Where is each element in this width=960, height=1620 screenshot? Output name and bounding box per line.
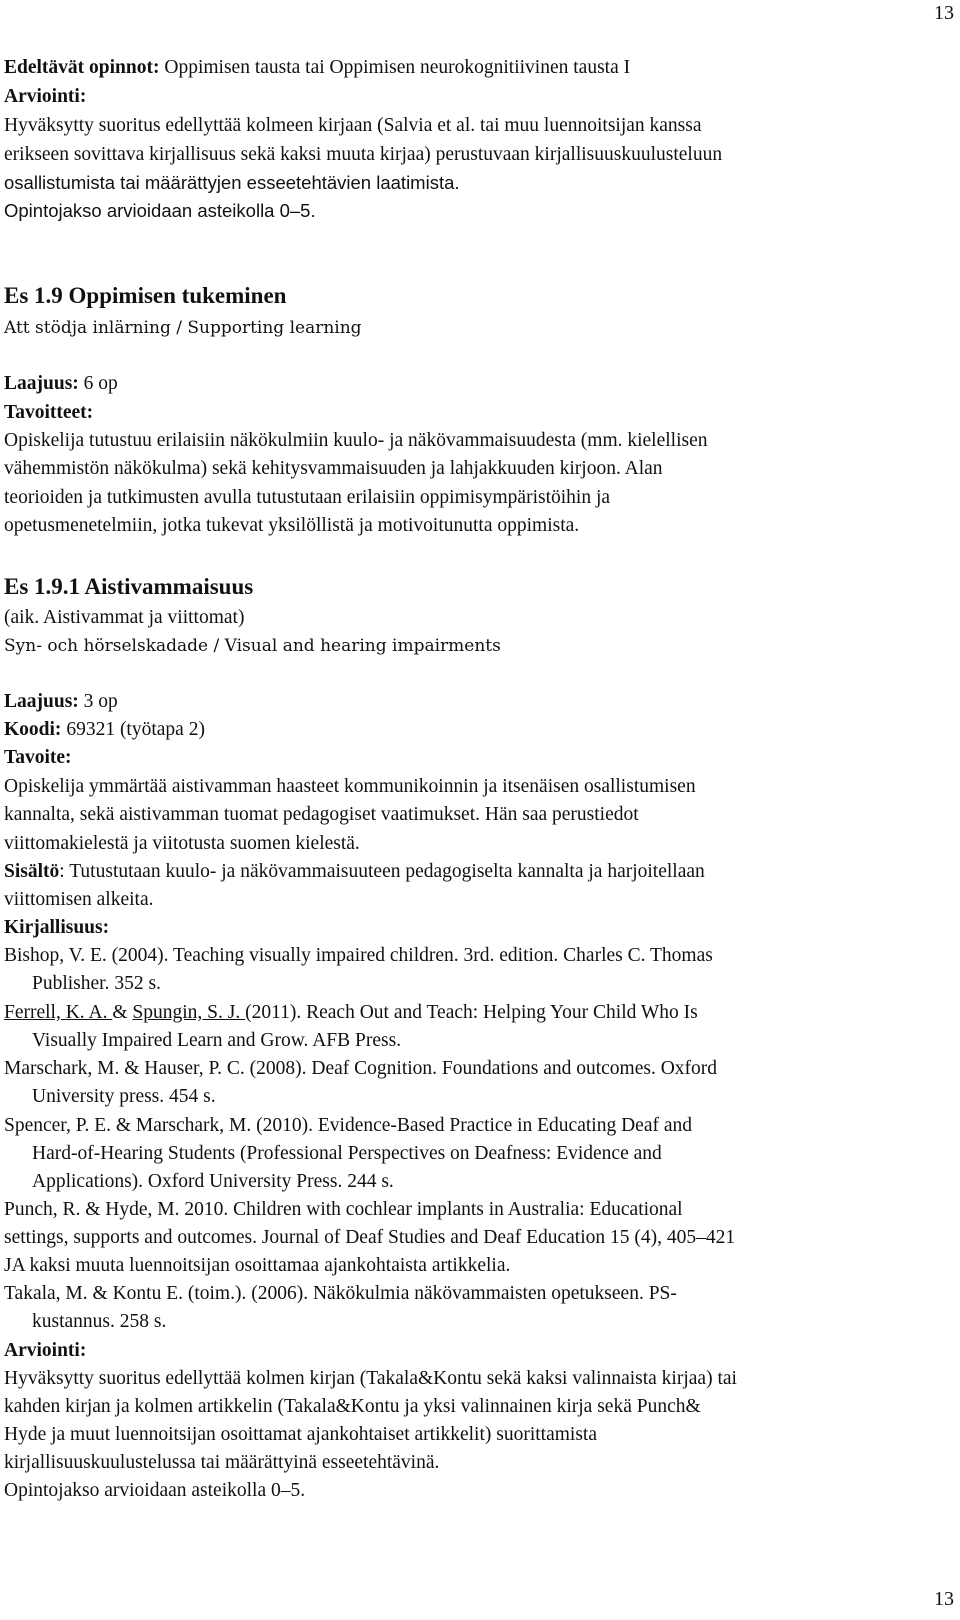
code-label: Koodi: [4,719,62,740]
assessment-text-line: Hyväksytty suoritus edellyttää kolmen kirjan (Takala&Kontu sekä kaksi valinnaista kirjaa) tai [4,1368,737,1389]
reference-bishop-cont: Publisher. 352 s. [32,973,161,994]
grading-scale-line: Opintojakso arvioidaan asteikolla 0–5. [4,1480,306,1501]
reference-spencer-cont: Hard-of-Hearing Students (Professional Perspectives on Deafness: Evidence and [32,1143,662,1164]
assessment-text-line: kahden kirjan ja kolmen artikkelin (Takala&Kontu ja yksi valinnainen kirja sekä Punch& [4,1396,701,1417]
content-label: Sisältö [4,861,60,882]
page-number-bottom: 13 [934,1588,954,1610]
reference-ferrell-cont: Visually Impaired Learn and Grow. AFB Press. [32,1030,402,1051]
prerequisites-text: Oppimisen tausta tai Oppimisen neurokognitiivinen tausta I [159,57,631,78]
goal-label: Tavoite: [4,747,72,768]
reference-takala: Takala, M. & Kontu E. (toim.). (2006). Näkökulmia näkövammaisten opetukseen. PS- [4,1283,677,1304]
objectives-text-line: Opiskelija tutustuu erilaisiin näkökulmiin kuulo- ja näkövammaisuudesta (mm. kielellisen [4,430,708,451]
author-link-ferrell[interactable]: Ferrell, K. A. [4,1002,113,1023]
assessment-label: Arviointi: [4,86,87,107]
scope-line [4,372,118,396]
prerequisites-label: Edeltävät opinnot: [4,57,160,78]
scope-label: Laajuus: [4,691,79,712]
reference-punch: Punch, R. & Hyde, M. 2010. Children with cochlear implants in Australia: Educational [4,1199,683,1220]
ampersand: & [112,1002,133,1023]
goal-text-line: kannalta, sekä aistivamman tuomat pedagogiset vaatimukset. Hän saa perustiedot [4,804,639,825]
objectives-label: Tavoitteet: [4,402,94,423]
reference-spencer: Spencer, P. E. & Marschark, M. (2010). Evidence-Based Practice in Educating Deaf and [4,1115,692,1136]
code-value: 69321 (työtapa 2) [61,719,205,740]
assessment-text-line: osallistumista tai määrättyjen esseetehtävien laatimista. [4,172,460,193]
reference-spencer-cont: Applications). Oxford University Press. 244 s. [32,1171,394,1192]
assessment-text-line: Hyväksytty suoritus edellyttää kolmeen kirjaan (Salvia et al. tai muu luennoitsijan kanssa [4,115,702,136]
course-heading: Es 1.9 Oppimisen tukeminen [4,283,287,308]
scope-value: 3 op [78,691,118,712]
reference-ferrell-rest: (2011). Reach Out and Teach: Helping Your Child Who Is [245,1002,698,1023]
scope-line [4,690,118,714]
former-name-line: (aik. Aistivammat ja viittomat) [4,607,245,628]
scope-value: 6 op [78,373,118,394]
code-line [4,718,205,742]
assessment-text-line: kirjallisuuskuulustelussa tai määrättyinä esseetehtävinä. [4,1452,440,1473]
reference-ferrell [4,1001,698,1025]
assessment-text-line: Hyde ja muut luennoitsijan osoittamat ajankohtaiset artikkelit) suorittamista [4,1424,597,1445]
assessment-label: Arviointi: [4,1340,87,1361]
author-link-spungin[interactable]: Spungin, S. J. [132,1002,246,1023]
content-line-2: viittomisen alkeita. [4,889,154,910]
prerequisites-line [4,56,630,80]
objectives-text-line: vähemmistön näkökulma) sekä kehitysvammaisuuden ja lahjakkuuden kirjoon. Alan [4,458,663,479]
subcourse-subtitle: Syn- och hörselskadade / Visual and hearing impairments [4,636,501,656]
reference-marschark-cont: University press. 454 s. [32,1086,216,1107]
goal-text-line: viittomakielestä ja viitotusta suomen kielestä. [4,833,360,854]
page-number: 13 [934,2,954,24]
scope-label: Laajuus: [4,373,79,394]
objectives-text-line: opetusmenetelmiin, jotka tukevat yksilöllistä ja motivoitunutta oppimista. [4,515,580,536]
grading-scale-line: Opintojakso arvioidaan asteikolla 0–5. [4,200,316,221]
reference-bishop: Bishop, V. E. (2004). Teaching visually impaired children. 3rd. edition. Charles C. Thomas [4,945,713,966]
assessment-text-line: erikseen sovittava kirjallisuus sekä kaksi muuta kirjaa) perustuvaan kirjallisuuskuulusteluun [4,144,723,165]
subcourse-heading: Es 1.9.1 Aistivammaisuus [4,574,254,599]
goal-text-line: Opiskelija ymmärtää aistivamman haasteet kommunikoinnin ja itsenäisen osallistumisen [4,776,696,797]
literature-label: Kirjallisuus: [4,917,110,938]
objectives-text-line: teorioiden ja tutkimusten avulla tutustutaan erilaisiin oppimisympäristöihin ja [4,487,611,508]
content-line [4,860,705,884]
content-text: : Tutustutaan kuulo- ja näkövammaisuuteen pedagogiselta kannalta ja harjoitellaan [59,861,705,882]
reference-punch-cont: settings, supports and outcomes. Journal of Deaf Studies and Deaf Education 15 (4), 405–421 [4,1227,736,1248]
reference-marschark: Marschark, M. & Hauser, P. C. (2008). Deaf Cognition. Foundations and outcomes. Oxford [4,1058,718,1079]
reference-punch-cont: JA kaksi muuta luennoitsijan osoittamaa ajankohtaista artikkelia. [4,1255,511,1276]
reference-takala-cont: kustannus. 258 s. [32,1311,167,1332]
course-subtitle: Att stödja inlärning / Supporting learning [4,318,362,338]
